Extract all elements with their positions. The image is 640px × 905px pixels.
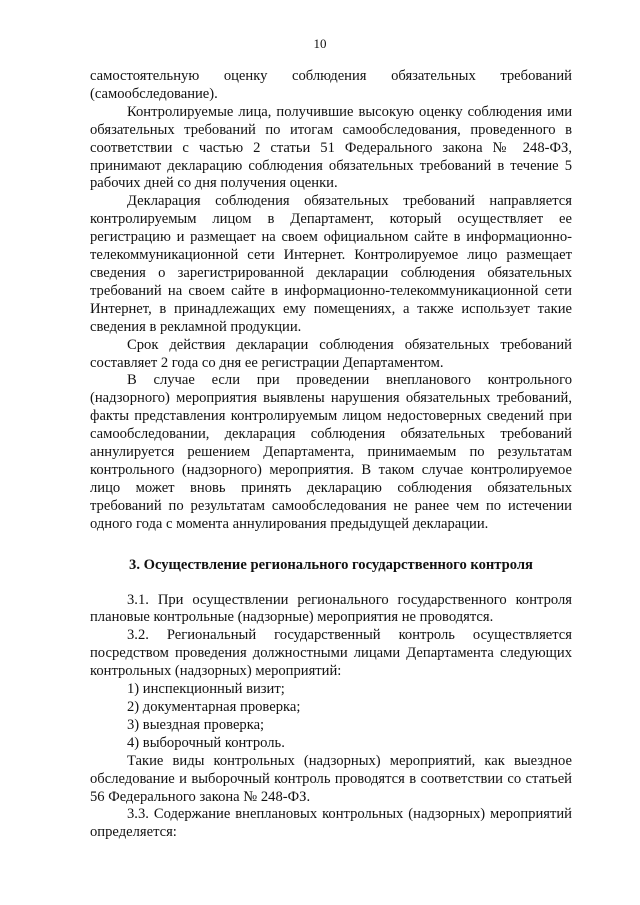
paragraph: Такие виды контрольных (надзорных) мероприятий, как выездное обследование и выборочный контроль проводятся в соответствии со статьей 56 Федерального закона № 248-ФЗ.: [90, 752, 572, 805]
paragraph: 3.2. Региональный государственный контроль осуществляется посредством проведения должностными лицами Департамента следующих контрольных (надзорных) мероприятий:: [90, 627, 572, 680]
paragraph: Контролируемые лица, получившие высокую оценку соблюдения ими обязательных требований по итогам самообследования, проведенного в соответствии с частью 2 статьи 51 Федерального закона № 248-ФЗ, принимают декларацию соблюдения обязательных требований в течение 5 рабочих дней со дня получения оценки.: [90, 103, 572, 192]
paragraph: Декларация соблюдения обязательных требований направляется контролируемым лицом в Департамент, который осуществляет ее регистрацию и размещает на своем официальном сайте в информационно-телекоммуникационной сети Интернет. Контролируемое лицо размещает сведения о зарегистрированной декларации соблюдения обязательных требований на своем сайте в информационно-телекоммуникационной сети Интернет, в принадлежащих ему помещениях, а также использует такие сведения в рекламной продукции.: [90, 193, 572, 335]
page-number: 10: [313, 36, 327, 51]
paragraph: 3.1. При осуществлении регионального государственного контроля плановые контрольные (надзорные) мероприятия не проводятся.: [90, 591, 572, 626]
list-item: 3) выездная проверка;: [127, 716, 265, 733]
paragraph: Срок действия декларации соблюдения обязательных требований составляет 2 года со дня ее регистрации Департаментом.: [90, 336, 572, 371]
section-heading: 3. Осуществление регионального государственного контроля: [129, 556, 533, 573]
document-body: [90, 68, 572, 842]
list-item: 2) документарная проверка;: [127, 699, 301, 715]
list-item: 1) инспекционный визит;: [127, 681, 285, 698]
paragraph: В случае если при проведении внепланового контрольного (надзорного) мероприятия выявлены нарушения обязательных требований, факты представления контролируемым лицом недостоверных сведений при самообследовании, декларация соблюдения обязательных требований аннулируется решением Департамента, принимаемым по результатам контрольного (надзорного) мероприятия. В таком случае контролируемое лицо может вновь принять декларацию соблюдения обязательных требований по результатам самообследования не ранее чем по истечении одного года с момента аннулирования предыдущей декларации.: [90, 372, 572, 532]
paragraph: 3.3. Содержание внеплановых контрольных (надзорных) мероприятий определяется:: [90, 806, 572, 841]
list-item: 4) выборочный контроль.: [127, 734, 285, 751]
paragraph: самостоятельную оценку соблюдения обязательных требований (самообследование).: [90, 68, 572, 102]
